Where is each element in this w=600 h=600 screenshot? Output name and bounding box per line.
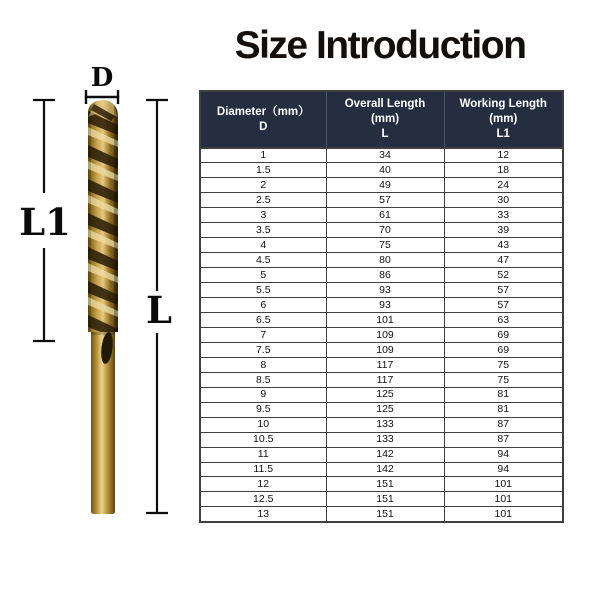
- table-cell: 9: [200, 387, 326, 402]
- column-header-line: L: [381, 127, 389, 140]
- size-table-header-row: [200, 91, 563, 148]
- table-cell: 101: [444, 492, 563, 507]
- table-cell: 39: [444, 223, 563, 238]
- table-cell: 101: [444, 507, 563, 522]
- table-row: [200, 268, 563, 283]
- table-row: [200, 327, 563, 342]
- table-row: [200, 208, 563, 223]
- table-cell: 12: [444, 148, 563, 163]
- size-table-column-header: [444, 91, 563, 148]
- table-row: [200, 402, 563, 417]
- table-cell: 9.5: [200, 402, 326, 417]
- table-cell: 5.5: [200, 283, 326, 298]
- working-length-label: L1: [19, 200, 71, 244]
- table-cell: 2.5: [200, 193, 326, 208]
- table-row: [200, 178, 563, 193]
- table-cell: 40: [326, 163, 444, 178]
- drill-dimension-diagram: [18, 55, 188, 530]
- table-row: [200, 432, 563, 447]
- diameter-label: D: [90, 63, 114, 93]
- table-cell: 33: [444, 208, 563, 223]
- table-cell: 109: [326, 327, 444, 342]
- table-cell: 109: [326, 342, 444, 357]
- table-cell: 5: [200, 268, 326, 283]
- table-cell: 4.5: [200, 253, 326, 268]
- table-cell: 125: [326, 387, 444, 402]
- table-cell: 6.5: [200, 312, 326, 327]
- table-cell: 142: [326, 462, 444, 477]
- page-title: Size Introduction: [234, 24, 526, 67]
- table-cell: 133: [326, 417, 444, 432]
- table-cell: 142: [326, 447, 444, 462]
- table-cell: 81: [444, 387, 563, 402]
- table-cell: 18: [444, 163, 563, 178]
- table-cell: 57: [444, 298, 563, 313]
- drill-bit-illustration: [88, 98, 118, 514]
- table-row: [200, 417, 563, 432]
- size-table-column-header: [200, 91, 326, 148]
- table-cell: 7.5: [200, 342, 326, 357]
- table-cell: 94: [444, 447, 563, 462]
- table-cell: 49: [326, 178, 444, 193]
- table-cell: 61: [326, 208, 444, 223]
- table-cell: 57: [326, 193, 444, 208]
- table-cell: 8.5: [200, 372, 326, 387]
- table-row: [200, 238, 563, 253]
- table-cell: 12.5: [200, 492, 326, 507]
- table-cell: 75: [444, 372, 563, 387]
- table-cell: 11.5: [200, 462, 326, 477]
- table-row: [200, 298, 563, 313]
- column-header-line: Overall Length: [344, 98, 426, 111]
- table-cell: 101: [444, 477, 563, 492]
- overall-length-label: L: [145, 288, 173, 332]
- table-row: [200, 462, 563, 477]
- table-cell: 93: [326, 298, 444, 313]
- table-cell: 117: [326, 372, 444, 387]
- column-header-line: (mm): [489, 113, 518, 126]
- table-cell: 8: [200, 357, 326, 372]
- table-cell: 87: [444, 432, 563, 447]
- table-row: [200, 223, 563, 238]
- table-cell: 69: [444, 342, 563, 357]
- column-header-line: L1: [496, 127, 510, 140]
- table-cell: 133: [326, 432, 444, 447]
- table-row: [200, 477, 563, 492]
- table-row: [200, 253, 563, 268]
- table-cell: 24: [444, 178, 563, 193]
- table-cell: 10: [200, 417, 326, 432]
- table-row: [200, 447, 563, 462]
- size-table: [199, 90, 564, 523]
- table-cell: 94: [444, 462, 563, 477]
- table-cell: 151: [326, 507, 444, 522]
- table-cell: 57: [444, 283, 563, 298]
- table-cell: 80: [326, 253, 444, 268]
- table-cell: 117: [326, 357, 444, 372]
- table-cell: 3.5: [200, 223, 326, 238]
- table-cell: 2: [200, 178, 326, 193]
- table-cell: 30: [444, 193, 563, 208]
- table-row: [200, 507, 563, 522]
- column-header-line: D: [259, 120, 268, 133]
- size-table-column-header: [326, 91, 444, 148]
- table-row: [200, 387, 563, 402]
- table-cell: 13: [200, 507, 326, 522]
- table-cell: 11: [200, 447, 326, 462]
- table-cell: 69: [444, 327, 563, 342]
- table-cell: 1: [200, 148, 326, 163]
- table-row: [200, 148, 563, 163]
- table-row: [200, 492, 563, 507]
- drill-bit-shank: [91, 331, 115, 514]
- drill-bit-flute: [88, 98, 118, 339]
- table-cell: 70: [326, 223, 444, 238]
- table-cell: 7: [200, 327, 326, 342]
- column-header-line: Diameter（mm）: [216, 105, 310, 118]
- table-cell: 75: [326, 238, 444, 253]
- table-row: [200, 193, 563, 208]
- table-row: [200, 283, 563, 298]
- table-row: [200, 342, 563, 357]
- table-row: [200, 312, 563, 327]
- table-row: [200, 357, 563, 372]
- table-cell: 47: [444, 253, 563, 268]
- table-cell: 87: [444, 417, 563, 432]
- table-cell: 63: [444, 312, 563, 327]
- column-header-line: (mm): [370, 113, 400, 126]
- drill-diagram-svg: [18, 55, 188, 530]
- table-cell: 6: [200, 298, 326, 313]
- table-cell: 10.5: [200, 432, 326, 447]
- table-cell: 125: [326, 402, 444, 417]
- table-cell: 43: [444, 238, 563, 253]
- table-cell: 81: [444, 402, 563, 417]
- table-row: [200, 163, 563, 178]
- table-cell: 52: [444, 268, 563, 283]
- table-cell: 93: [326, 283, 444, 298]
- table-cell: 101: [326, 312, 444, 327]
- table-cell: 151: [326, 477, 444, 492]
- table-cell: 4: [200, 238, 326, 253]
- table-row: [200, 372, 563, 387]
- column-header-line: Working Length: [459, 98, 547, 111]
- table-cell: 75: [444, 357, 563, 372]
- table-cell: 12: [200, 477, 326, 492]
- table-cell: 86: [326, 268, 444, 283]
- table-cell: 151: [326, 492, 444, 507]
- table-cell: 34: [326, 148, 444, 163]
- table-cell: 3: [200, 208, 326, 223]
- table-cell: 1.5: [200, 163, 326, 178]
